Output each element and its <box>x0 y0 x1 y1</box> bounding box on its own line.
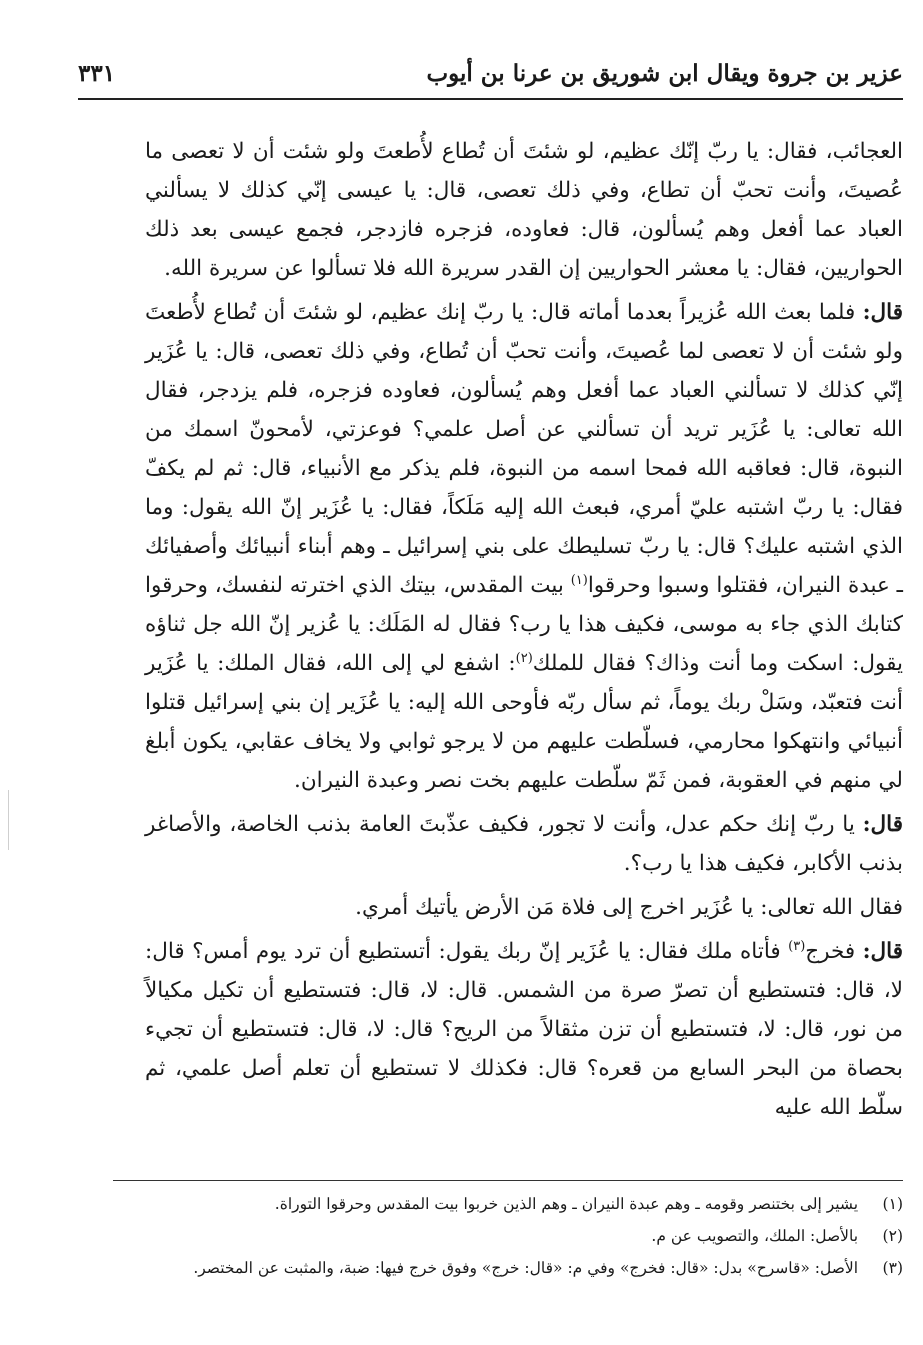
footnote-2 <box>120 1220 903 1252</box>
paragraph-3-text: يا ربّ إنك حكم عدل، وأنت لا تجور، فكيف عذّبتَ العامة بذنب الخاصة، والأصاغر بذنب الأكابر، فكيف هذا يا رب؟. <box>145 812 903 876</box>
paragraph-5 <box>145 932 903 1127</box>
qal-label: قال: <box>862 300 903 325</box>
page-header <box>78 58 903 100</box>
footnote-ref-2[interactable]: (٢) <box>515 650 533 666</box>
scan-edge-mark <box>8 790 9 850</box>
footnote-number: (١) <box>882 1195 903 1213</box>
paragraph-3 <box>145 805 903 883</box>
paragraph-4 <box>145 888 903 927</box>
footnote-3 <box>120 1252 903 1284</box>
paragraph-5-text-b: فأتاه ملك فقال: يا عُزَير إنّ ربك يقول: أتستطيع أن ترد يوم أمس؟ قال: لا، قال: فتستطيع أن تصرّ صرة من الشمس. قال: لا، قال: فتستطيع أن تكيل مكيالاً من نور، قال: لا، فتستطيع أن تزن مثقالاً من الريح؟ قال: لا، قال: فتستطيع أن تجيء بحصاة من البحر السابع من قعره؟ قال: فكذلك لا تستطيع أن تعلم أصل علمي، ثم سلّط الله عليه <box>145 939 903 1120</box>
footnote-ref-3[interactable]: (٣) <box>788 938 806 954</box>
footnote-ref-1[interactable]: (١) <box>570 572 588 588</box>
paragraph-4-text: فقال الله تعالى: يا عُزَير اخرج إلى فلاة مَن الأرض يأتيك أمري. <box>355 895 903 920</box>
footnote-number: (٢) <box>882 1227 903 1245</box>
footnote-text: الأصل: «قاسرح» بدل: «قال: فخرج» وفي م: «قال: خرج» وفوق خرج فيها: ضبة، والمثبت عن المختصر. <box>193 1259 859 1277</box>
paragraph-5-text-a: فخرج <box>805 939 863 964</box>
footnote-divider <box>113 1180 903 1181</box>
paragraph-2-text-b: بيت المقدس، بيتك الذي اخترته لنفسك، وحرقوا كتابك الذي جاء به موسى، فكيف هذا يا رب؟ فقال له المَلَك: يا عُزير إنّ الله جل ثناؤه يقول: اسكت وما أنت وذاك؟ فقال للملك <box>145 573 903 676</box>
qal-label: قال: <box>862 812 903 837</box>
main-text <box>145 132 903 1132</box>
paragraph-2-text-c: : اشفع لي إلى الله، فقال الملك: يا عُزَير أنت فتعبّد، وسَلْ ربك يوماً، ثم سأل ربّه فأوحى الله إليه: يا عُزَير إن بني إسرائيل قتلوا أنبيائي وانتهكوا محارمي، فسلّطت عليهم من لا يرجو ثوابي ولا يخاف عقابي، يكون أبلغ لي منهم في العقوبة، فمن ثَمّ سلّطت عليهم بخت نصر وعبدة النيران. <box>145 651 903 793</box>
paragraph-2-text-a: فلما بعث الله عُزيراً بعدما أماته قال: يا ربّ إنك عظيم، لو شئتَ أن تُطاع لأُطعتَ ولو شئت أن لا تعصى لما عُصيتَ، وأنت تحبّ أن تُطاع، وفي ذلك تعصى، قال: يا عُزَير إنّي كذلك لا تسألني العباد عما أفعل وهم يُسألون، فعاوده فزجره، فلم يزدجر، فقال الله تعالى: يا عُزَير تريد أن تسألني عن أصل علمي؟ فوعزتي، لأمحونّ اسمك من النبوة، قال: فعاقبه الله فمحا اسمه من النبوة، فلم يذكر مع الأنبياء، قال: ثم لم يكفّ فقال: يا ربّ اشتبه عليّ أمري، فبعث الله إليه مَلَكاً، فقال: يا عُزَير إنّ الله يقول: وما الذي اشتبه عليك؟ قال: يا ربّ تسليطك على بني إسرائيل ـ وهم أبناء أنبيائك وأصفيائك ـ عبدة النيران، فقتلوا وسبوا وحرقوا <box>145 300 903 598</box>
footnote-number: (٣) <box>882 1259 903 1277</box>
paragraph-1-text: العجائب، فقال: يا ربّ إنّك عظيم، لو شئتَ أن تُطاع لأُطعتَ ولو شئت أن لا تعصى ما عُصيتَ، وأنت تحبّ أن تطاع، وفي ذلك تعصى، قال: يا عيسى إنّي كذلك لا يسألني العباد عما أفعل وهم يُسألون، قال: فعاوده، فزجره فازدجر، فجمع عيسى بعد ذلك الحواريين، فقال: يا معشر الحواريين إن القدر سريرة الله فلا تسألوا عن سريرة الله. <box>145 139 903 281</box>
paragraph-1 <box>145 132 903 288</box>
running-title: عزير بن جروة ويقال ابن شوريق بن عرنا بن أيوب <box>426 60 903 87</box>
footnotes <box>120 1188 903 1284</box>
footnote-text: يشير إلى بختنصر وقومه ـ وهم عبدة النيران ـ وهم الذين خربوا بيت المقدس وحرقوا التوراة. <box>274 1195 859 1213</box>
footnote-text: بالأصل: الملك، والتصويب عن م. <box>651 1227 859 1245</box>
paragraph-2 <box>145 293 903 800</box>
page-number: ٣٣١ <box>78 60 116 87</box>
footnote-1 <box>120 1188 903 1220</box>
qal-label: قال: <box>862 939 903 964</box>
